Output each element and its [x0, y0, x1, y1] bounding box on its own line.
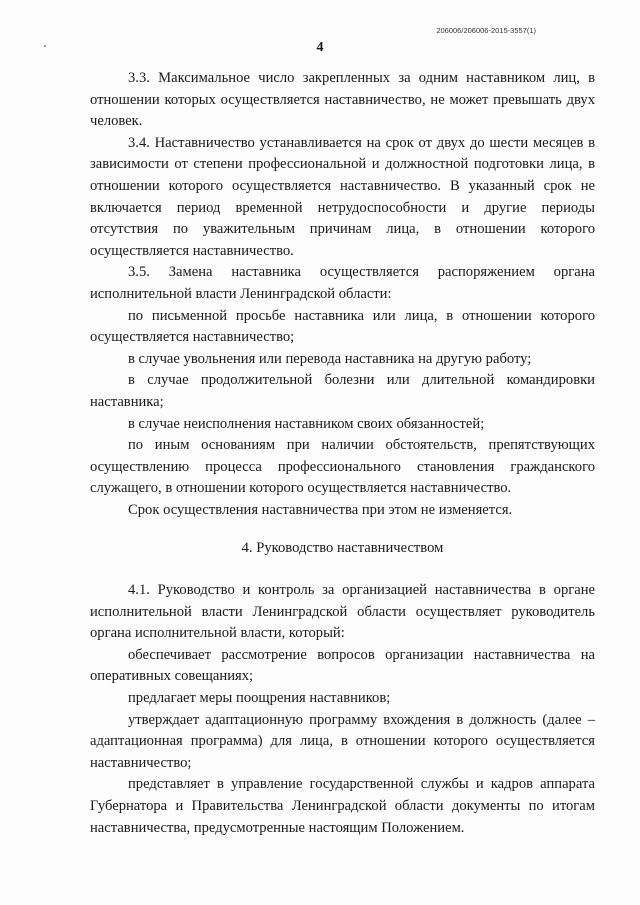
- list-item: утверждает адаптационную программу вхождения в должность (далее – адаптационная программа) для лица, в отношении которого осуществляется наставничество;: [90, 711, 595, 771]
- document-body: [90, 68, 595, 839]
- paragraph-term-note: Срок осуществления наставничества при этом не изменяется.: [128, 501, 513, 518]
- list-item: предлагает меры поощрения наставников;: [128, 690, 391, 707]
- paragraph-3-4: 3.4. Наставничество устанавливается на срок от двух до шести месяцев в зависимости от степени профессиональной и должностной подготовки лица, в отношении которого осуществляется наставничество. В указанный срок не включается период временной нетрудоспособности и другие периоды отсутствия по уважительным причинам лица, в отношении которого осуществляется наставничество.: [90, 134, 595, 259]
- list-item: в случае продолжительной болезни или длительной командировки наставника;: [90, 372, 595, 410]
- paragraph-3-3: 3.3. Максимальное число закрепленных за одним наставником лиц, в отношении которых осуществляется наставничество, не может превышать двух человек.: [90, 70, 595, 130]
- list-item: обеспечивает рассмотрение вопросов организации наставничества на оперативных совещаниях;: [90, 646, 595, 685]
- list-item: представляет в управление государственной службы и кадров аппарата Губернатора и Правительства Ленинградской области документы по итогам наставничества, предусмотренные настоящим Положением.: [90, 776, 595, 836]
- section-heading: 4. Руководство наставничеством: [241, 540, 444, 557]
- document-id: 206006/206006-2015-3557(1): [436, 26, 536, 35]
- paragraph-4-1: 4.1. Руководство и контроль за организацией наставничества в органе исполнительной власти Ленинградской области осуществляет руководитель органа исполнительной власти, который:: [90, 582, 595, 642]
- paragraph-3-5: 3.5. Замена наставника осуществляется распоряжением органа исполнительной власти Ленинградской области:: [90, 264, 595, 302]
- page-number: 4: [316, 40, 324, 55]
- list-item: по письменной просьбе наставника или лица, в отношении которого осуществляется наставничество;: [90, 307, 595, 346]
- list-item: по иным основаниям при наличии обстоятельств, препятствующих осуществлению процесса профессионального становления гражданского служащего, в отношении которого осуществляется наставничество.: [90, 437, 595, 497]
- list-item: в случае увольнения или перевода наставника на другую работу;: [128, 350, 532, 367]
- list-item: в случае неисполнения наставником своих обязанностей;: [128, 415, 485, 432]
